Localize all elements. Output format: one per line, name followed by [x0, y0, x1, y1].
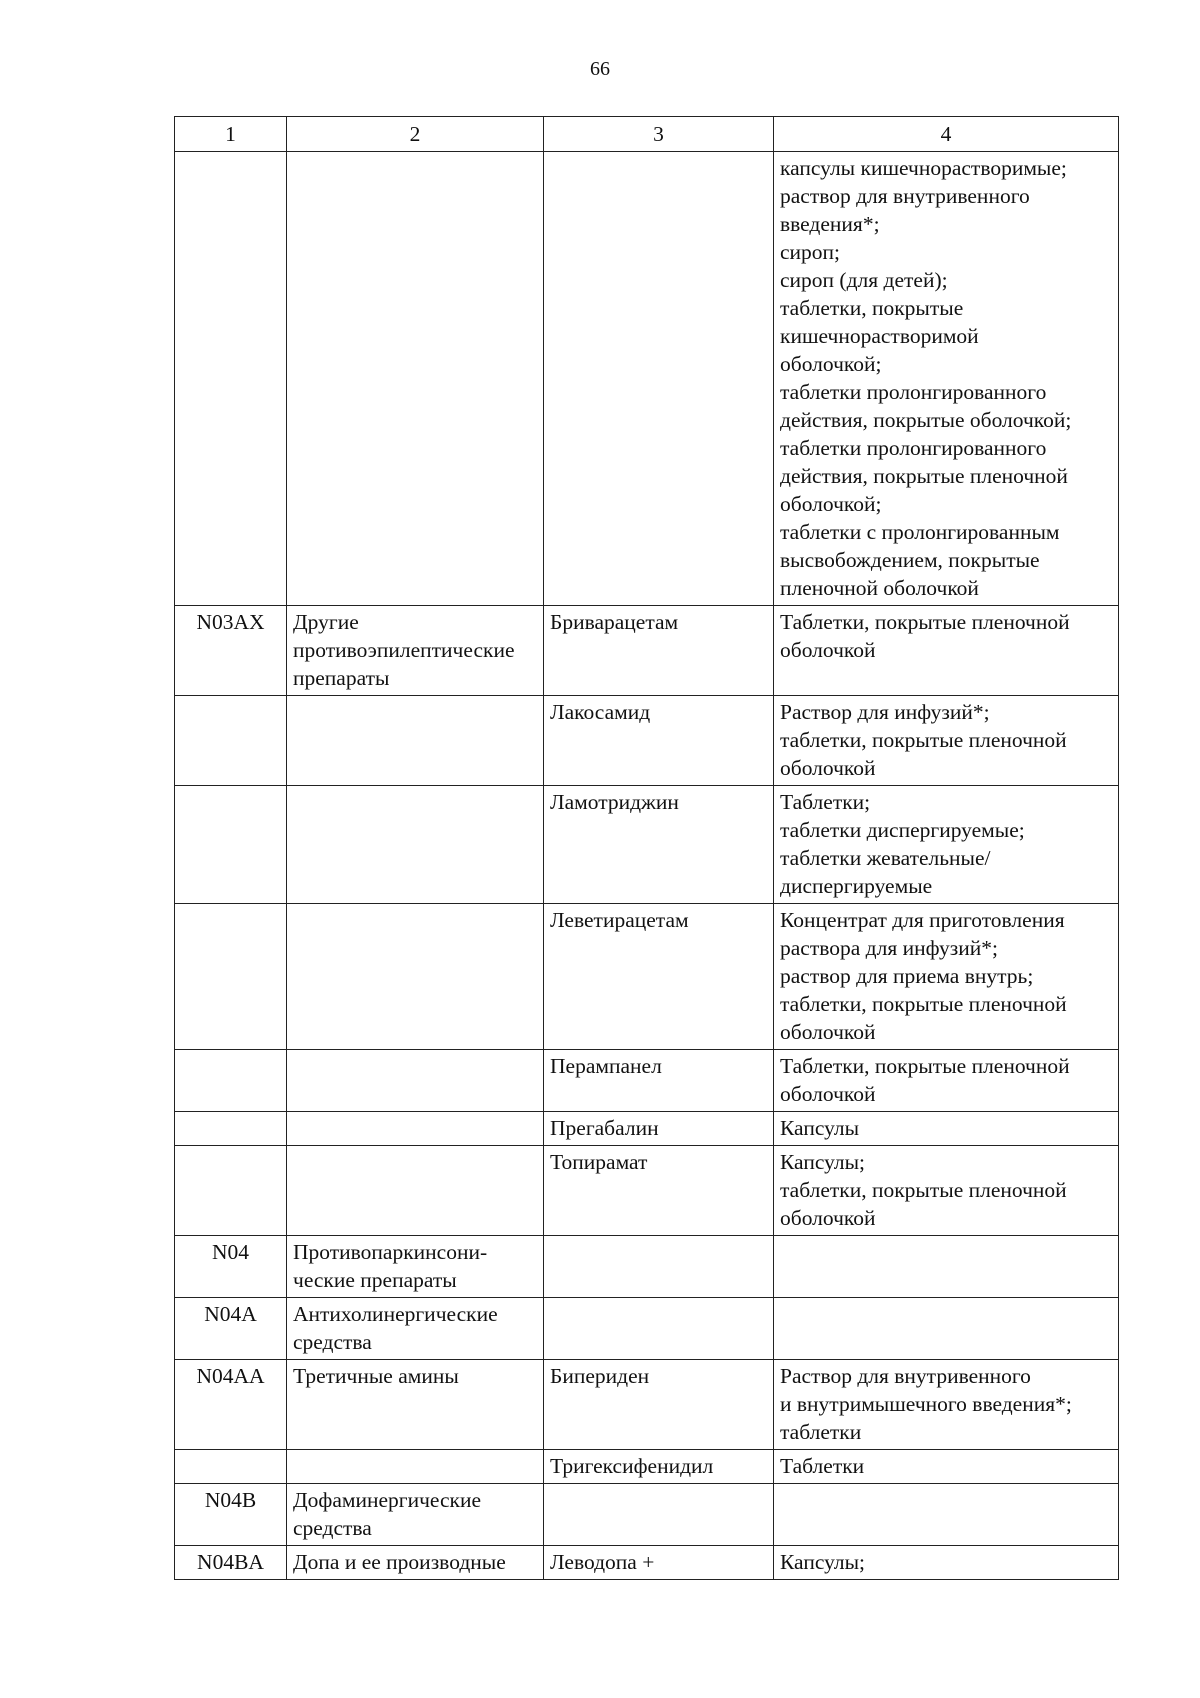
page-number: 66	[590, 58, 610, 80]
forms-cell: Таблетки; таблетки диспергируемые; таблетки жевательные/ диспергируемые	[774, 786, 1119, 904]
header-cell: 4	[774, 117, 1119, 152]
group-cell	[287, 696, 544, 786]
group-cell	[287, 152, 544, 606]
forms-cell: Таблетки, покрытые пленочной оболочкой	[774, 606, 1119, 696]
group-cell	[287, 1050, 544, 1112]
group-cell: Третичные амины	[287, 1360, 544, 1450]
table-row	[175, 1360, 1119, 1450]
forms-cell: Капсулы;	[774, 1546, 1119, 1580]
drug-cell: Ламотриджин	[544, 786, 774, 904]
drug-table-body	[175, 117, 1119, 1580]
drug-cell: Топирамат	[544, 1146, 774, 1236]
header-cell: 3	[544, 117, 774, 152]
group-cell: Противопаркинсони- ческие препараты	[287, 1236, 544, 1298]
table-row	[175, 1146, 1119, 1236]
drug-cell	[544, 1484, 774, 1546]
drug-cell: Тригексифенидил	[544, 1450, 774, 1484]
table-row	[175, 904, 1119, 1050]
drug-cell: Лакосамид	[544, 696, 774, 786]
drug-cell: Перампанел	[544, 1050, 774, 1112]
drug-cell	[544, 152, 774, 606]
drug-cell	[544, 1298, 774, 1360]
table-row	[175, 1298, 1119, 1360]
group-cell: Антихолинергические средства	[287, 1298, 544, 1360]
drug-cell: Леветирацетам	[544, 904, 774, 1050]
group-cell	[287, 1450, 544, 1484]
forms-cell: Раствор для инфузий*; таблетки, покрытые пленочной оболочкой	[774, 696, 1119, 786]
forms-cell	[774, 1298, 1119, 1360]
atc-code-cell	[175, 786, 287, 904]
group-cell	[287, 786, 544, 904]
forms-cell: Таблетки, покрытые пленочной оболочкой	[774, 1050, 1119, 1112]
drug-table	[174, 116, 1119, 1580]
atc-code-cell	[175, 904, 287, 1050]
group-cell	[287, 1112, 544, 1146]
atc-code-cell: N04AA	[175, 1360, 287, 1450]
group-cell: Допа и ее производные	[287, 1546, 544, 1580]
header-cell: 2	[287, 117, 544, 152]
forms-cell: капсулы кишечнорастворимые; раствор для внутривенного введения*; сироп; сироп (для детей); таблетки, покрытые кишечнорастворимой оболочкой; таблетки пролонгированного действия, покрытые оболочкой; таблетки пролонгированного действия, покрытые пленочной оболочкой; таблетки с пролонгированным высвобождением, покрытые пленочной оболочкой	[774, 152, 1119, 606]
drug-cell: Бриварацетам	[544, 606, 774, 696]
forms-cell: Капсулы	[774, 1112, 1119, 1146]
table-row	[175, 1546, 1119, 1580]
forms-cell: Концентрат для приготовления раствора для инфузий*; раствор для приема внутрь; таблетки, покрытые пленочной оболочкой	[774, 904, 1119, 1050]
drug-cell: Бипериден	[544, 1360, 774, 1450]
atc-code-cell	[175, 1450, 287, 1484]
atc-code-cell	[175, 696, 287, 786]
forms-cell: Раствор для внутривенного и внутримышечного введения*; таблетки	[774, 1360, 1119, 1450]
drug-cell: Прегабалин	[544, 1112, 774, 1146]
atc-code-cell	[175, 1112, 287, 1146]
group-cell: Дофаминергические средства	[287, 1484, 544, 1546]
table-row	[175, 1050, 1119, 1112]
forms-cell	[774, 1236, 1119, 1298]
group-cell: Другие противоэпилептические препараты	[287, 606, 544, 696]
atc-code-cell	[175, 1146, 287, 1236]
drug-cell	[544, 1236, 774, 1298]
atc-code-cell	[175, 1050, 287, 1112]
forms-cell: Таблетки	[774, 1450, 1119, 1484]
atc-code-cell: N04	[175, 1236, 287, 1298]
group-cell	[287, 904, 544, 1050]
atc-code-cell	[175, 152, 287, 606]
drug-cell: Леводопа +	[544, 1546, 774, 1580]
header-cell: 1	[175, 117, 287, 152]
atc-code-cell: N04B	[175, 1484, 287, 1546]
table-row	[175, 152, 1119, 606]
table-row	[175, 696, 1119, 786]
table-row	[175, 606, 1119, 696]
table-row	[175, 1450, 1119, 1484]
table-row	[175, 1236, 1119, 1298]
table-row	[175, 1112, 1119, 1146]
table-header-row	[175, 117, 1119, 152]
atc-code-cell: N04BA	[175, 1546, 287, 1580]
forms-cell: Капсулы; таблетки, покрытые пленочной оболочкой	[774, 1146, 1119, 1236]
atc-code-cell: N04A	[175, 1298, 287, 1360]
table-row	[175, 786, 1119, 904]
forms-cell	[774, 1484, 1119, 1546]
group-cell	[287, 1146, 544, 1236]
table-row	[175, 1484, 1119, 1546]
atc-code-cell: N03AX	[175, 606, 287, 696]
